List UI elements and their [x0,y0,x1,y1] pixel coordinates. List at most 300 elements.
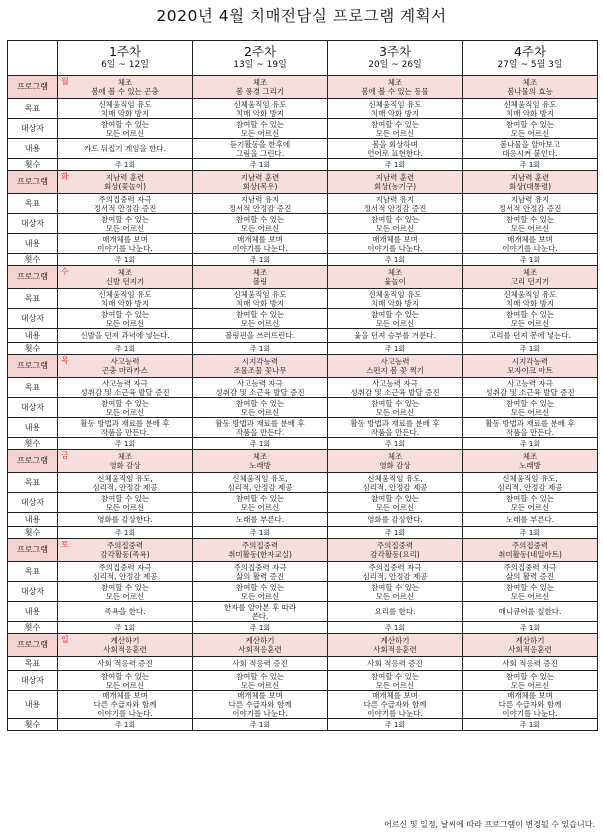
count-cell [328,254,463,266]
program-text: 곤충 마라카스 [102,366,148,375]
count-cell [193,159,328,171]
content-text: 이야기를 나눈다. [367,243,423,253]
program-text: 지남력 훈련 [240,173,280,182]
frequency-text: 주 1회 [519,623,541,632]
goal-cell [463,657,598,671]
weekday-marker: 금 [61,451,69,460]
target-cell [463,309,598,329]
goal-label: 목표 [8,562,58,582]
target-text: 참여할 수 있는 [100,119,150,129]
frequency-text: 주 1회 [114,439,136,448]
content-text: 다른 수급자와 함께 [498,700,562,709]
program-text: 신발 던지기 [105,277,145,286]
target-text: 모든 어르신 [240,591,280,601]
program-text: 지남력 훈련 [375,173,415,182]
content-row [8,234,598,254]
count-cell [193,527,328,539]
goal-cell [463,289,598,309]
frequency-text: 주 1회 [519,720,541,729]
program-text: 사고능력 [380,357,410,366]
count-cell [463,254,598,266]
count-cell [463,343,598,355]
frequency-text: 주 1회 [519,439,541,448]
goal-text: 신체움직임 유도 [233,99,287,109]
content-text: 노래를 부른다. [505,515,555,524]
goal-text: 삶의 활력 증진 [505,571,555,581]
content-cell [193,513,328,527]
target-text: 참여할 수 있는 [100,582,150,592]
goal-text: 치매 악화 방지 [370,298,420,308]
content-cell [58,329,193,343]
program-cell [463,539,598,562]
target-text: 참여할 수 있는 [100,214,150,224]
frequency-text: 주 1회 [384,344,406,353]
goal-text: 사회 적응력 증진 [97,659,153,668]
program-cell [328,450,463,473]
content-cell [58,513,193,527]
target-text: 모든 어르신 [510,318,550,328]
content-text: 신발을 던져 과녁에 넣는다. [80,331,170,340]
goal-label: 목표 [8,194,58,214]
goal-text: 심리적, 안정감 제공 [92,482,158,492]
program-cell [328,634,463,657]
goal-text: 신체움직임 유도 [503,289,557,299]
footer-note: 어르신 및 일정, 날씨에 따라 프로그램이 변경될 수 있습니다. [384,820,595,829]
program-text: 지남력 훈련 [510,173,550,182]
target-cell [463,671,598,691]
goal-cell [328,99,463,119]
target-text: 참여할 수 있는 [100,309,150,319]
count-cell [328,343,463,355]
week-header [193,41,328,76]
target-text: 참여할 수 있는 [235,671,285,681]
target-text: 모든 어르신 [240,223,280,233]
count-cell [58,527,193,539]
count-row [8,622,598,634]
program-cell [58,355,193,378]
target-cell [58,119,193,139]
goal-text: 신체움직임 유도 [503,99,557,109]
goal-text: 사회 적응력 증진 [502,659,558,668]
goal-text: 신체움직임 유도, [367,473,423,483]
goal-cell [193,194,328,214]
program-text: 시지각능력 [511,357,549,366]
content-row [8,139,598,159]
goal-cell [58,473,193,493]
goal-cell [58,562,193,582]
target-text: 참여할 수 있는 [505,398,555,408]
content-cell [58,418,193,438]
program-label: 프로그램 [8,266,58,289]
content-text: 매개체를 보며 [102,691,148,700]
program-text: 체조 [117,78,133,87]
program-label: 프로그램 [8,355,58,378]
goal-text: 주의집중력 자극 [98,194,152,204]
target-cell [193,582,328,602]
program-cell [328,539,463,562]
count-cell [193,622,328,634]
program-text: 계산하기 [245,636,275,645]
content-text: 작품을 만든다. [505,427,555,437]
goal-row [8,473,598,493]
count-cell [463,527,598,539]
target-row [8,119,598,139]
frequency-text: 주 1회 [114,344,136,353]
target-text: 모든 어르신 [240,680,280,690]
count-cell [193,438,328,450]
count-label: 횟수 [8,254,58,266]
program-text: 체조 [522,452,538,461]
content-text: 작품을 만든다. [370,427,420,437]
count-cell [328,719,463,731]
page-title: 2020년 4월 치매전담실 프로그램 계획서 [156,7,447,25]
frequency-text: 주 1회 [384,160,406,169]
frequency-text: 주 1회 [384,528,406,537]
goal-text: 주의집중력 자극 [368,562,422,572]
target-text: 모든 어르신 [375,128,415,138]
content-text: 활동 방법과 재료를 분배 후 [350,418,440,428]
frequency-text: 주 1회 [519,528,541,537]
week-dates: 13일 ~ 19일 [233,60,287,70]
content-text: 영화를 감상한다. [97,515,153,524]
program-text: 체조 [387,452,403,461]
goal-cell [193,562,328,582]
target-label: 대상자 [8,398,58,418]
program-cell [328,76,463,99]
goal-cell [463,194,598,214]
program-cell [58,171,193,194]
program-text: 주의집중력 [376,541,414,550]
program-cell [58,450,193,473]
content-text: 언어로 표현한다. [367,148,423,158]
program-text: 회상(목우) [242,182,278,191]
content-text: 매개체를 보며 [237,691,283,700]
program-row [8,355,598,378]
content-cell [463,602,598,622]
goal-text: 사고능력 자극 [372,378,418,388]
goal-text: 사고능력 자극 [507,378,553,388]
content-text: 이야기를 나눈다. [97,243,153,253]
target-text: 모든 어르신 [105,502,145,512]
program-row [8,450,598,473]
target-cell [328,582,463,602]
content-cell [58,234,193,254]
goal-cell [463,378,598,398]
content-cell [58,602,193,622]
frequency-text: 주 1회 [249,439,271,448]
program-text: 봄에 볼 수 있는 곤충 [91,87,159,96]
program-text: 회상(농기구) [373,182,417,191]
target-text: 모든 어르신 [105,318,145,328]
goal-cell [328,562,463,582]
content-text: 이야기를 나눈다. [97,709,153,718]
target-cell [58,398,193,418]
content-label: 내용 [8,691,58,719]
program-label: 프로그램 [8,450,58,473]
goal-text: 신체움직임 유도, [502,473,558,483]
content-text: 다른 수급자와 함께 [363,700,427,709]
target-text: 모든 어르신 [240,128,280,138]
program-text: 계산하기 [110,636,140,645]
program-schedule-table [7,40,598,731]
content-cell [463,139,598,159]
target-label: 대상자 [8,309,58,329]
goal-cell [58,657,193,671]
program-text: 체조 [252,452,268,461]
weekday-marker: 토 [61,540,69,549]
goal-cell [193,99,328,119]
frequency-text: 주 1회 [249,255,271,264]
content-text: 매개체를 보며 [237,234,283,244]
target-label: 대상자 [8,119,58,139]
content-text: 카드 뒤집기 게임을 한다. [84,144,166,153]
target-text: 참여할 수 있는 [235,214,285,224]
week-label: 2주차 [243,44,277,59]
goal-row [8,99,598,119]
goal-text: 정서적 안정감 증진 [498,203,562,213]
program-cell [193,266,328,289]
goal-text: 주의집중력 자극 [98,562,152,572]
count-row [8,719,598,731]
goal-text: 치매 악화 방지 [235,298,285,308]
goal-row [8,378,598,398]
goal-cell [193,378,328,398]
program-cell [58,76,193,99]
content-label: 내용 [8,602,58,622]
target-row [8,398,598,418]
content-text: 매개체를 보며 [372,234,418,244]
goal-text: 성취감 및 소근육 발달 증진 [215,387,305,397]
content-text: 이야기를 나눈다. [502,243,558,253]
target-cell [193,309,328,329]
week-dates: 27일 ~ 5월 3일 [497,60,563,70]
program-cell [58,539,193,562]
target-text: 참여할 수 있는 [505,214,555,224]
program-text: 계산하기 [380,636,410,645]
program-row [8,171,598,194]
program-text: 윷놀이 [384,277,406,286]
target-text: 모든 어르신 [510,680,550,690]
target-text: 모든 어르신 [375,591,415,601]
program-text: 봄나물의 효능 [507,87,553,96]
goal-cell [328,473,463,493]
target-text: 참여할 수 있는 [370,309,420,319]
content-text: 쓴다. [251,611,269,621]
frequency-text: 주 1회 [249,528,271,537]
target-text: 참여할 수 있는 [235,309,285,319]
content-cell [193,329,328,343]
weekday-marker: 목 [61,356,69,365]
target-text: 모든 어르신 [105,680,145,690]
content-cell [193,602,328,622]
target-cell [328,398,463,418]
content-text: 작품을 만든다. [235,427,285,437]
target-label: 대상자 [8,582,58,602]
goal-row [8,562,598,582]
count-cell [58,719,193,731]
program-text: 주의집중력 [511,541,549,550]
goal-text: 심리적, 안정감 제공 [362,482,428,492]
target-cell [193,671,328,691]
program-text: 체조 [522,78,538,87]
goal-text: 성취감 및 소근육 발달 증진 [80,387,170,397]
count-row [8,527,598,539]
goal-label: 목표 [8,289,58,309]
content-cell [58,139,193,159]
content-row [8,513,598,527]
content-cell [328,329,463,343]
count-cell [328,159,463,171]
goal-text: 심리적, 안정감 제공 [92,571,158,581]
program-cell [328,171,463,194]
program-cell [463,76,598,99]
count-label: 횟수 [8,719,58,731]
goal-cell [193,657,328,671]
goal-text: 치매 악화 방지 [505,108,555,118]
goal-text: 지남력 유지 [240,194,280,204]
target-text: 참여할 수 있는 [235,493,285,503]
frequency-text: 주 1회 [249,720,271,729]
week-dates: 20일 ~ 26일 [368,60,422,70]
program-cell [58,634,193,657]
target-text: 모든 어르신 [375,680,415,690]
content-text: 다른 수급자와 함께 [93,700,157,709]
content-cell [193,234,328,254]
count-cell [58,159,193,171]
content-label: 내용 [8,418,58,438]
goal-text: 사회 적응력 증진 [232,659,288,668]
program-text: 사고능력 [110,357,140,366]
target-cell [58,671,193,691]
content-text: 고리를 던져 봉에 넣는다. [489,331,571,340]
content-text: 그림을 그린다. [235,148,285,158]
count-cell [58,438,193,450]
content-text: 매개체를 보며 [102,234,148,244]
content-text: 이야기를 나눈다. [502,709,558,718]
goal-row [8,289,598,309]
content-label: 내용 [8,234,58,254]
target-text: 모든 어르신 [105,407,145,417]
target-text: 모든 어르신 [510,223,550,233]
goal-cell [58,289,193,309]
count-cell [58,254,193,266]
target-row [8,671,598,691]
program-label: 프로그램 [8,634,58,657]
frequency-text: 주 1회 [384,720,406,729]
goal-text: 정서적 안정감 증진 [363,203,427,213]
program-text: 취미활동(네일아트) [498,550,562,559]
frequency-text: 주 1회 [519,344,541,353]
program-text: 체조 [387,268,403,277]
target-cell [193,214,328,234]
goal-text: 지남력 유지 [375,194,415,204]
program-text: 스펀지 봄 꽃 찍기 [366,366,424,375]
target-cell [193,398,328,418]
target-row [8,582,598,602]
goal-text: 치매 악화 방지 [370,108,420,118]
target-text: 참여할 수 있는 [505,309,555,319]
goal-text: 신체움직임 유도 [98,99,152,109]
count-row [8,159,598,171]
target-text: 참여할 수 있는 [505,119,555,129]
program-text: 봄에 볼 수 있는 동물 [361,87,429,96]
target-text: 참여할 수 있는 [370,582,420,592]
program-text: 주의집중력 [106,541,144,550]
goal-text: 정서적 안정감 증진 [93,203,157,213]
weekday-marker: 수 [61,267,69,276]
target-row [8,493,598,513]
goal-text: 심리적, 안정감 제공 [227,482,293,492]
program-cell [328,266,463,289]
goal-text: 삶의 활력 증진 [235,571,285,581]
target-text: 참여할 수 있는 [505,493,555,503]
goal-text: 주의집중력 자극 [503,562,557,572]
content-cell [193,418,328,438]
goal-text: 사고능력 자극 [237,378,283,388]
target-cell [193,119,328,139]
target-cell [328,671,463,691]
target-text: 참여할 수 있는 [505,582,555,592]
frequency-text: 주 1회 [384,623,406,632]
content-text: 매니큐어를 칠한다. [498,607,562,616]
count-row [8,254,598,266]
weekday-marker: 일 [61,635,69,644]
count-cell [58,622,193,634]
target-text: 모든 어르신 [240,502,280,512]
program-text: 고리 던지기 [510,277,550,286]
target-cell [463,398,598,418]
goal-cell [328,289,463,309]
content-cell [463,691,598,719]
goal-text: 사고능력 자극 [102,378,148,388]
frequency-text: 주 1회 [249,160,271,169]
content-cell [328,602,463,622]
target-text: 모든 어르신 [510,407,550,417]
count-label: 횟수 [8,622,58,634]
content-text: 이야기를 나눈다. [232,243,288,253]
content-text: 볼링핀을 쓰러뜨린다. [225,331,295,340]
target-cell [328,119,463,139]
count-cell [328,527,463,539]
target-text: 모든 어르신 [105,223,145,233]
goal-text: 신체움직임 유도 [98,289,152,299]
program-text: 회상(대통령) [508,182,552,191]
content-label: 내용 [8,139,58,159]
content-cell [193,691,328,719]
goal-text: 성취감 및 소근육 발달 증진 [485,387,575,397]
target-text: 참여할 수 있는 [370,214,420,224]
target-text: 모든 어르신 [105,128,145,138]
count-label: 횟수 [8,527,58,539]
count-row [8,438,598,450]
target-row [8,309,598,329]
target-cell [463,582,598,602]
frequency-text: 주 1회 [114,160,136,169]
goal-text: 심리적, 안정감 제공 [362,571,428,581]
target-text: 모든 어르신 [375,223,415,233]
program-row [8,539,598,562]
content-text: 이야기를 나눈다. [367,709,423,718]
target-cell [463,119,598,139]
goal-text: 신체움직임 유도, [97,473,153,483]
content-label: 내용 [8,513,58,527]
goal-text: 신체움직임 유도 [233,289,287,299]
program-text: 사회적응훈련 [508,645,552,654]
target-cell [463,214,598,234]
target-text: 모든 어르신 [375,502,415,512]
goal-text: 신체움직임 유도 [368,99,422,109]
program-text: 사회적응훈련 [238,645,282,654]
